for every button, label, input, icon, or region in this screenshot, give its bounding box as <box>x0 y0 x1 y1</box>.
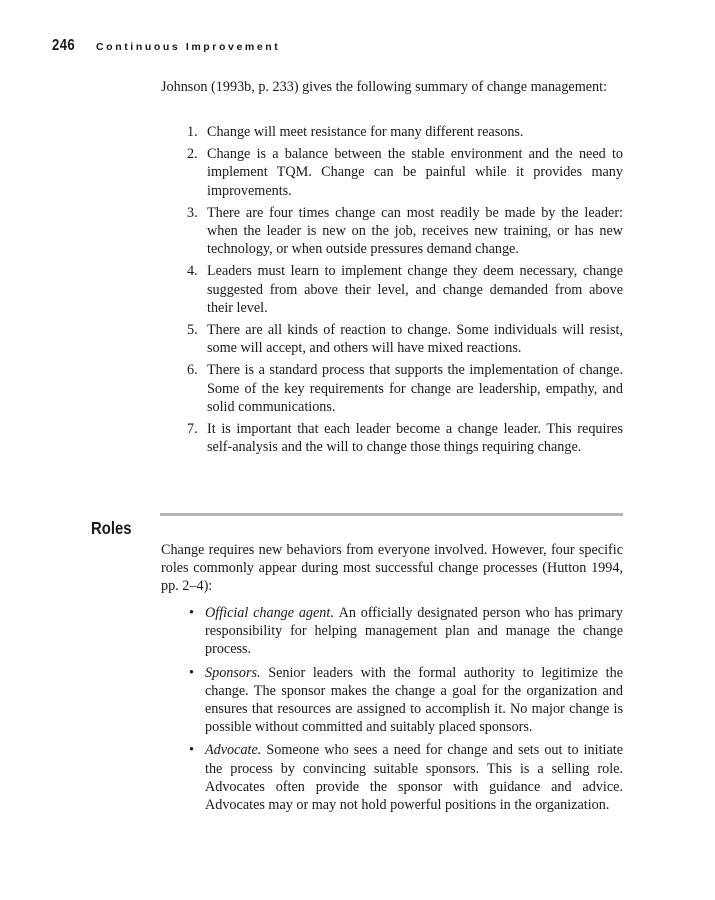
intro-paragraph: Johnson (1993b, p. 233) gives the following summary of change management: <box>161 79 608 95</box>
bullet-icon: • <box>189 605 194 621</box>
list-item-text: Change is a balance between the stable environment and the need to implement TQM. Change can be painful while it provides many improvements. <box>207 146 623 199</box>
list-item-text: There is a standard process that supports the implementation of change. Some of the key requirements for change are leadership, empathy, and solid communications. <box>207 362 623 415</box>
list-item <box>187 262 623 317</box>
list-item-number: 4. <box>187 263 198 280</box>
list-item <box>187 420 623 456</box>
role-item <box>189 741 623 814</box>
role-term: Advocate. <box>205 742 267 759</box>
list-item-number: 3. <box>187 204 198 221</box>
list-item-number: 2. <box>187 146 198 163</box>
list-item <box>187 321 623 357</box>
role-list <box>189 604 623 819</box>
list-item <box>187 204 623 259</box>
role-description: Senior leaders with the formal authority to legitimize the change. The sponsor makes the change a goal for the organization and ensures that resources are assigned to accomplish it. No major change is possible without committed and suitably placed sponsors. <box>205 664 623 736</box>
list-item-text: Change will meet resistance for many different reasons. <box>207 124 524 140</box>
section-divider <box>160 513 623 516</box>
section-heading-roles: Roles <box>91 518 132 538</box>
list-item <box>187 145 623 200</box>
list-item <box>187 123 623 141</box>
role-description: Someone who sees a need for change and sets out to initiate the process by convincing suitable sponsors. This is a selling role. Advocates often provide the sponsor with guidance and advice. Advocates may or may not hold powerful positions in the organization. <box>205 742 623 814</box>
role-term: Official change agent. <box>205 605 339 621</box>
running-head <box>52 37 280 55</box>
role-item <box>189 664 623 737</box>
list-item <box>187 361 623 416</box>
list-item-number: 1. <box>187 124 198 140</box>
running-title: Continuous Improvement <box>96 41 281 53</box>
bullet-icon: • <box>189 742 194 759</box>
role-item <box>189 604 623 659</box>
list-item-text: There are four times change can most readily be made by the leader: when the leader is new on the job, receives new training, or has new technology, or when outside pressures demand change. <box>207 204 623 258</box>
page-number: 246 <box>52 37 76 54</box>
role-term: Sponsors. <box>205 664 269 681</box>
list-item-number: 7. <box>187 421 198 438</box>
roles-intro-paragraph: Change requires new behaviors from everyone involved. However, four specific roles commonly appear during most successful change processes (Hutton 1994, pp. 2–4): <box>161 542 623 595</box>
change-list <box>187 123 623 460</box>
role-description: An officially designated person who has primary responsibility for helping management plan and manage the change process. <box>205 605 623 658</box>
list-item-text: There are all kinds of reaction to change. Some individuals will resist, some will accept, and others will have mixed reactions. <box>207 322 623 357</box>
list-item-text: Leaders must learn to implement change they deem necessary, change suggested from above their level, and change demanded from above their level. <box>207 263 623 316</box>
list-item-number: 6. <box>187 362 198 379</box>
list-item-text: It is important that each leader become a change leader. This requires self-analysis and the will to change those things requiring change. <box>207 421 623 456</box>
bullet-icon: • <box>189 664 194 681</box>
list-item-number: 5. <box>187 322 198 339</box>
